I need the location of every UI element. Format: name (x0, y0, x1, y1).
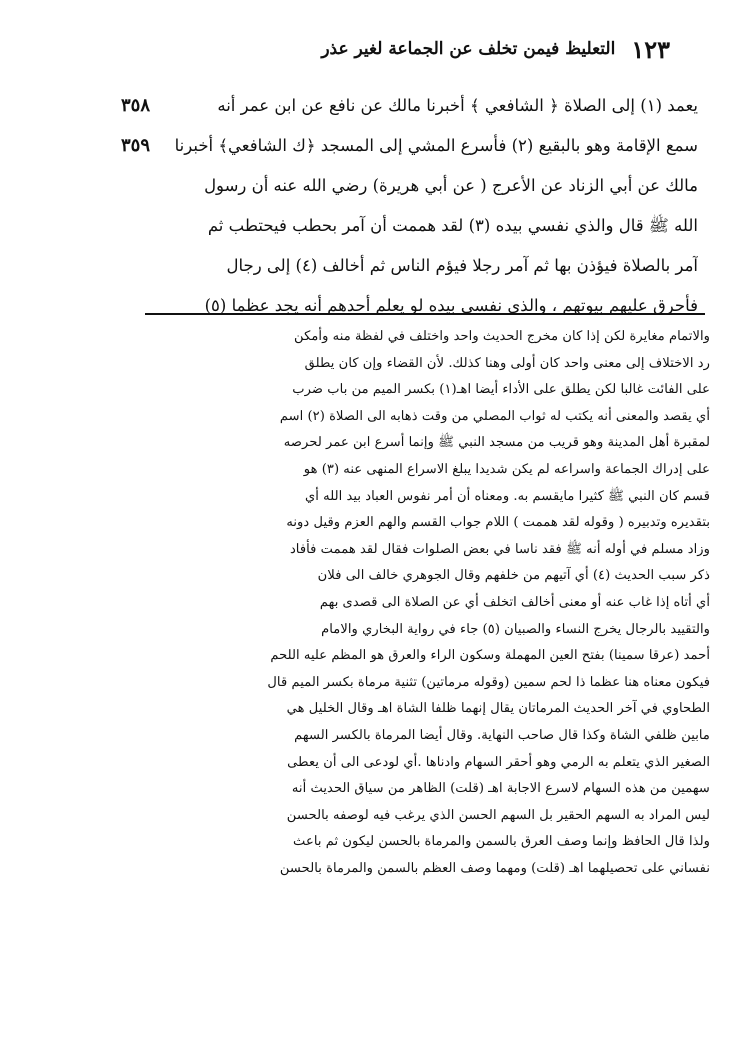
footnote-line: والاتمام مغايرة لكن إذا كان مخرج الحديث واحد واختلف في لفظة منه وأمكن (294, 329, 710, 344)
footnote-line: ولذا قال الحافظ وإنما وصف العرق بالسمن والمرماة بالحسن ليكون ثم باعث (293, 834, 710, 850)
footnote-line: أي أتاه إذا غاب عنه أو معنى أخالف اتخلف أي عن الصلاة الى قصدى بهم (319, 594, 710, 610)
main-text-line: سمع الإقامة وهو بالبقيع (٢) فأسرع المشي إلى المسجد ﴿ك الشافعي﴾ أخبرنا (174, 136, 698, 155)
footnote-line: الطحاوي في آخر الحديث المرماتان يقال إنهما ظلفا الشاة اهـ وقال الخليل هي (286, 701, 710, 717)
footnote-line: أي يقصد والمعنى أنه يكتب له ثواب المصلي من وقت ذهابه الى الصلاة (٢) اسم (279, 408, 710, 424)
main-text-line: يعمد (١) إلى الصلاة ﴿ الشافعي ﴾ أخبرنا مالك عن نافع عن ابن عمر أنه (217, 96, 698, 115)
hadith-number: ٣٥٩ (120, 135, 150, 156)
page-number: ١٢٣ (631, 34, 670, 64)
hadith-numbers (100, 86, 150, 166)
footnote-separator (145, 313, 705, 315)
main-text-line: مالك عن أبي الزناد عن الأعرج ( عن أبي هريرة) رضي الله عنه أن رسول (204, 176, 698, 195)
footnote-line: لمقبرة أهل المدينة وهو قريب من مسجد النبي ﷺ وإنما أسرع ابن عمر لحرصه (283, 435, 710, 451)
footnote-line: سهمين من هذه السهام لاسرع الاجابة اهـ (قلت) الظاهر من سياق الحديث أنه (291, 781, 710, 797)
footnote-line: قسم كان النبي ﷺ كثيرا مايقسم به. ومعناه أن أمر نفوس العباد بيد الله أي (304, 488, 710, 504)
footnote-line: والتقييد بالرجال يخرج النساء والصبيان (٥) جاء في رواية البخاري والامام (321, 621, 710, 637)
footnote-line: الصغير الذي يتعلم به الرمي وهو أحقر السهام وادناها .أي لودعى الى أن يعطى (287, 754, 710, 770)
footnote-line: مابين ظلفي الشاة وكذا قال صاحب النهاية. وقال أيضا المرماة بالكسر السهم (294, 727, 710, 743)
footnote-line: رد الاختلاف إلى معنى واحد كان أولى وهنا كذلك. لأن القضاء وإن كان يطلق (304, 355, 710, 371)
main-text (158, 86, 698, 326)
main-text-line: آمر بالصلاة فيؤذن بها ثم آمر رجلا فيؤم الناس ثم أخالف (٤) إلى رجال (226, 256, 698, 275)
footnote-line: وزاد مسلم في أوله أنه ﷺ فقد ناسا في بعض الصلوات فقال لقد هممت فأفاد (289, 541, 710, 557)
footnote-line: ذكر سبب الحديث (٤) أي آتيهم من خلفهم وقال الجوهري خالف الى فلان (317, 568, 710, 584)
footnote-line: على الفائت غالبا لكن يطلق على الأداء أيضا اهـ(١) بكسر الميم من باب ضرب (292, 382, 710, 398)
page-title: التعليظ فيمن تخلف عن الجماعة لغير عذر (321, 39, 616, 59)
footnote-line: بتقديره وتدبيره ( وقوله لقد هممت ) اللام جواب القسم والهم العزم وقيل دونه (286, 515, 710, 531)
footnote-line: فيكون معناه هنا عظما ذا لحم سمين (وقوله مرماتين) تثنية مرماة بكسر الميم قال (267, 674, 710, 690)
hadith-number: ٣٥٨ (120, 95, 150, 116)
main-text-line: الله ﷺ قال والذي نفسي بيده (٣) لقد هممت أن آمر بحطب فيحتطب ثم (207, 216, 698, 235)
footnotes (140, 324, 710, 882)
footnote-line: نفساني على تحصيلهما اهـ (قلت) ومهما وصف العظم بالسمن والمرماة بالحسن (279, 860, 710, 876)
main-text-line: فأحرق عليهم بيوتهم ، والذي نفسي بيده لو يعلم أحدهم أنه يجد عظما (٥) (204, 296, 698, 315)
footnote-line: على إدراك الجماعة واسراعه لم يكن شديدا يبلغ الاسراع المنهى عنه (٣) هو (303, 461, 710, 477)
page-header (150, 34, 670, 64)
footnote-line: أحمد (عرقا سمينا) بفتح العين المهملة وسكون الراء والعرق هو المظم عليه اللحم (270, 648, 710, 664)
footnote-line: ليس المراد به السهم الحقير بل السهم الحسن الذي يرغب فيه لوصفه بالحسن (286, 807, 710, 823)
